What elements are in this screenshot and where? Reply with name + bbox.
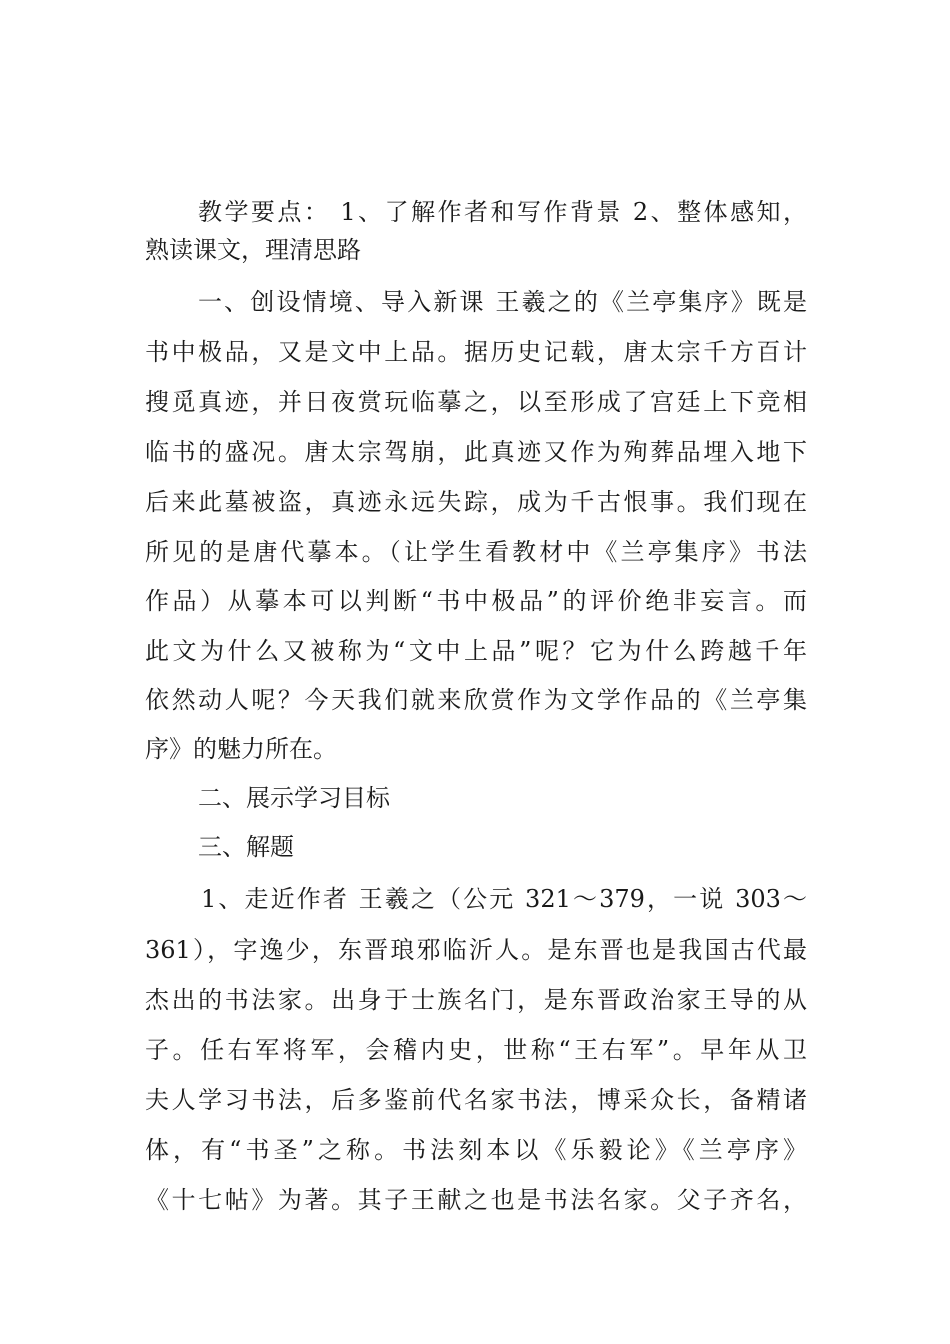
- paragraph-line: 夫人学习书法，后多鉴前代名家书法，博采众长，备精诸: [145, 1086, 807, 1114]
- paragraph-line: 后来此墓被盗，真迹永远失踪，成为千古恨事。我们现在: [145, 488, 807, 516]
- paragraph-line: 子。任右军将军，会稽内史，世称“王右军”。早年从卫: [145, 1036, 807, 1064]
- paragraph-line: 此文为什么又被称为“文中上品”呢？它为什么跨越千年: [145, 637, 807, 665]
- paragraph-line: 361），字逸少，东晋琅邪临沂人。是东晋也是我国古代最: [145, 936, 807, 964]
- paragraph-line: 书中极品，又是文中上品。据历史记载，唐太宗千方百计: [145, 338, 807, 366]
- paragraph-line: 临书的盛况。唐太宗驾崩，此真迹又作为殉葬品埋入地下: [145, 438, 807, 466]
- section-heading: 二、展示学习目标: [198, 784, 390, 812]
- paragraph-line: 所见的是唐代摹本。（让学生看教材中《兰亭集序》书法: [145, 538, 807, 566]
- paragraph-line: 一、创设情境、导入新课 王羲之的《兰亭集序》既是: [198, 288, 807, 316]
- paragraph-line: 作品）从摹本可以判断“书中极品”的评价绝非妄言。而: [145, 587, 807, 615]
- paragraph-line: 《十七帖》为著。其子王献之也是书法名家。父子齐名，: [145, 1186, 807, 1214]
- paragraph-line: 1、走近作者 王羲之（公元 321～379，一说 303～: [201, 885, 807, 913]
- paragraph-line: 搜觅真迹，并日夜赏玩临摹之，以至形成了宫廷上下竞相: [145, 388, 807, 416]
- section-heading: 三、解题: [198, 833, 294, 861]
- paragraph-line: 依然动人呢？今天我们就来欣赏作为文学作品的《兰亭集: [145, 686, 807, 714]
- paragraph-line: 序》的魅力所在。: [145, 735, 337, 763]
- paragraph-line: 体，有“书圣”之称。书法刻本以《乐毅论》《兰亭序》: [145, 1136, 807, 1164]
- paragraph-line: 教学要点： 1、了解作者和写作背景 2、整体感知，: [198, 198, 807, 226]
- paragraph-line: 杰出的书法家。出身于士族名门，是东晋政治家王导的从: [145, 986, 807, 1014]
- paragraph-line: 熟读课文，理清思路: [145, 236, 361, 264]
